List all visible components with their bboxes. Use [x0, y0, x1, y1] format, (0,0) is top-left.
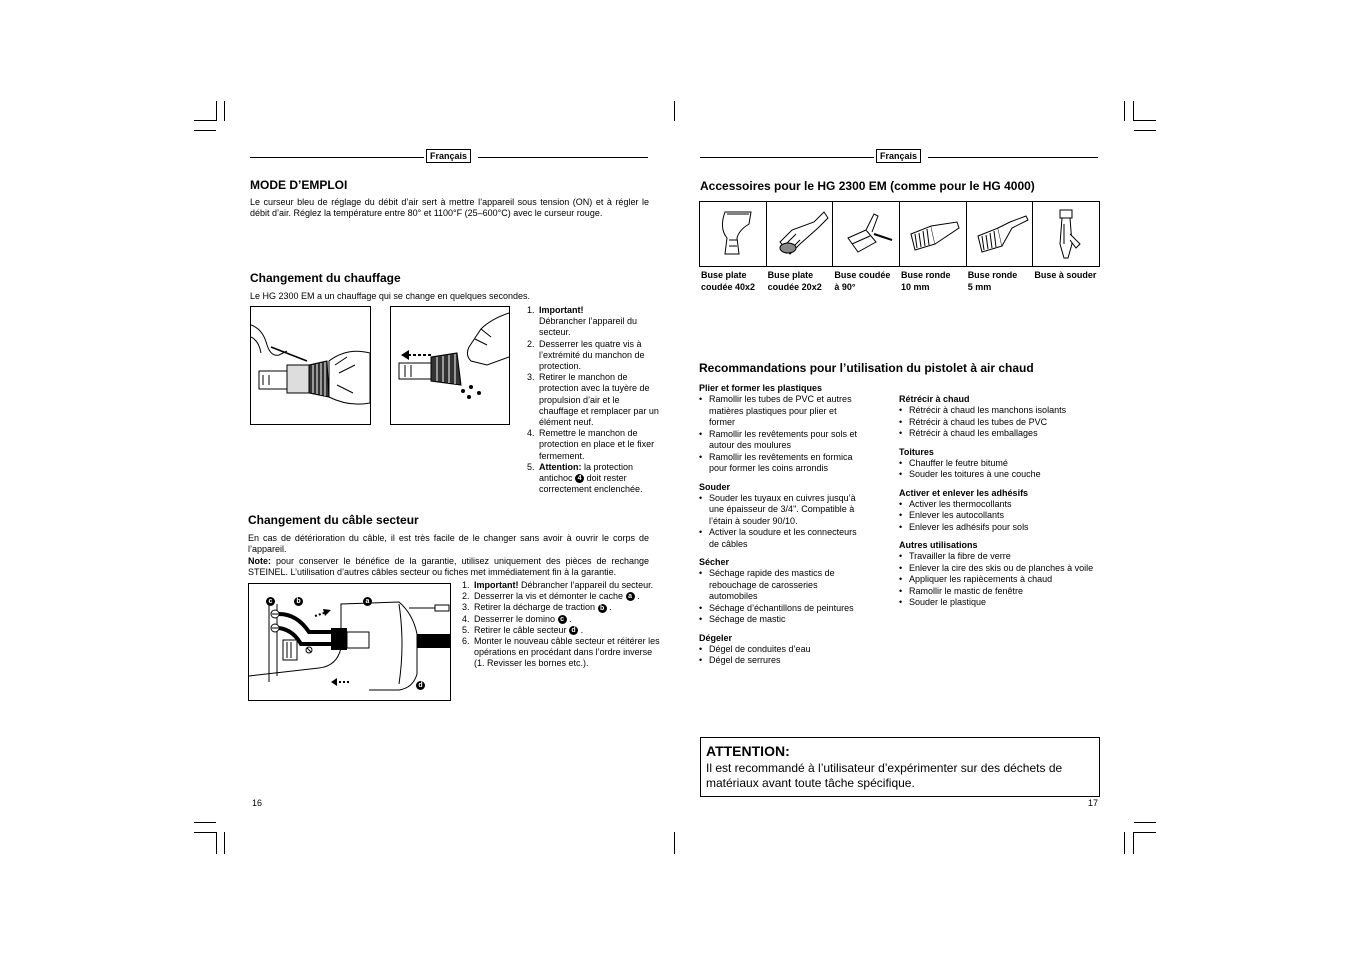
flat-nozzle-angled-icon [699, 201, 767, 267]
heating-step [537, 462, 659, 496]
step-emphasis: Important! [474, 580, 519, 590]
accessory-label: Buse à souder [1034, 270, 1097, 280]
language-tag: Français [426, 149, 471, 163]
step-text: Remettre le manchon de protection en place et le fixer fermement. [539, 428, 655, 461]
list-item: • Ramollir les tubes de PVC et autres matières plastiques pour plier et former [699, 394, 864, 429]
step-text: Desserrer le domino [474, 613, 556, 624]
round-nozzle-10-icon [899, 201, 967, 267]
part-ref: b [598, 604, 607, 613]
list-item: • Ramollir les revêtements pour sols et autour des moulures [699, 429, 864, 452]
part-ref: a [626, 592, 635, 601]
angled-nozzle-icon [832, 201, 900, 267]
cable-body [248, 533, 649, 579]
list-item: • Séchage rapide des mastics de rebouchage de carosseries automobiles [699, 568, 864, 603]
step-text: Débrancher l’appareil du secteur. [539, 316, 638, 338]
heating-step [537, 305, 659, 339]
cable-body-text: En cas de détérioration du câble, il est très facile de le changer sans avoir à ouvrir le corps de l’appareil. [248, 533, 649, 555]
language-tag-right: Français [876, 149, 921, 163]
list-item: • Travailler la fibre de verre [899, 551, 1098, 563]
step-text: Retirer la décharge de traction [474, 602, 596, 613]
attention-title: ATTENTION: [706, 743, 790, 759]
list-item: • Ramollir le mastic de fenêtre [899, 586, 1098, 598]
list-item: • Séchage de mastic [699, 614, 864, 626]
accessory-label: Buse plate coudée 40x2 [701, 270, 756, 292]
cable-figure [248, 583, 451, 701]
step-text: Retirer le manchon de protection avec la tuyère de propulsion d’air et le chauffage et remplacer par un élément neuf. [539, 372, 659, 428]
welding-nozzle-icon [1032, 201, 1100, 267]
step-emphasis: Important! [539, 305, 584, 315]
mode-title: MODE D’EMPLOI [250, 178, 348, 192]
category-list [699, 394, 864, 475]
category-list [899, 458, 1098, 481]
note-text: pour conserver le bénéfice de la garantie, utilisez uniquement des pièces de rechange STEINEL. L’utilisation d’autres câbles secteur ou fiches met immédiatement fin à la garantie. [248, 555, 649, 578]
heating-figure-2 [390, 306, 510, 425]
category-title: Activer et enlever les adhésifs [899, 487, 1029, 498]
list-item: • Souder les toitures à une couche [899, 469, 1098, 481]
part-ref: d [569, 626, 578, 635]
heating-step [537, 372, 659, 428]
list-item: • Enlever les adhésifs pour sols [899, 522, 1098, 534]
step-text: Desserrer la vis et démonter le cache [474, 591, 624, 602]
recommendations-col-2 [899, 394, 1098, 609]
attention-text: Il est recommandé à l’utilisateur d’expérimenter sur des déchets de matériaux avant toute tâche spécifique. [706, 761, 1063, 790]
list-item: • Souder les tuyaux en cuivres jusqu’à une épaisseur de 3/4". Compatible à l’étain à souder 90/10. [699, 493, 864, 528]
category-title: Souder [699, 481, 731, 492]
page-number-right: 17 [1088, 798, 1099, 808]
label-d: d [416, 681, 425, 690]
category-title: Toitures [899, 446, 934, 457]
note-label: Note: [248, 555, 271, 566]
list-item: • Enlever la cire des skis ou de planches à voile [899, 563, 1098, 575]
mode-body: Le curseur bleu de réglage du débit d’air sert à mettre l’appareil sous tension (ON) et à régler le débit d’air. Réglez la température entre 80° et 1100°F (25–600°C) avec le curseur rouge. [250, 197, 649, 219]
accessory-label: Buse ronde 10 mm [901, 270, 951, 292]
step-text: doit rester correctement enclenchée. [539, 473, 643, 495]
attention-box [700, 737, 1100, 797]
category-list [699, 568, 864, 626]
part-ref: c [558, 615, 567, 624]
list-item: • Souder le plastique [899, 597, 1098, 609]
accessory-label: Buse coudée à 90° [834, 270, 891, 292]
category-list [899, 499, 1098, 534]
heating-title: Changement du chauffage [250, 271, 401, 285]
category-title: Rétrécir à chaud [899, 394, 970, 404]
category-title: Plier et former les plastiques [699, 383, 823, 393]
list-item: • Rétrécir à chaud les emballages [899, 428, 1098, 440]
cable-step: 3. Retirer la décharge de traction b . [472, 602, 662, 613]
accessories-images [700, 201, 1100, 267]
cable-steps [460, 580, 662, 670]
category-title: Dégeler [699, 632, 733, 643]
list-item: • Chauffer le feutre bitumé [899, 458, 1098, 470]
step-text: la protection antichoc [539, 461, 634, 484]
cable-title: Changement du câble secteur [248, 513, 419, 527]
list-item: • Activer la soudure et les connecteurs de câbles [699, 527, 864, 550]
heating-steps [525, 305, 659, 495]
step-text: Retirer le câble secteur [474, 624, 567, 635]
cable-step: 5. Retirer le câble secteur d . [472, 625, 662, 636]
list-item: • Rétrécir à chaud les manchons isolants [899, 405, 1098, 417]
step-text: Desserrer les quatre vis à l’extrémité du manchon de protection. [539, 338, 645, 372]
list-item: • Enlever les autocollants [899, 510, 1098, 522]
recommendations-col-1 [699, 383, 864, 667]
round-nozzle-5-icon [966, 201, 1034, 267]
list-item: • Séchage d’échantillons de peintures [699, 603, 864, 615]
list-item: • Appliquer les rapiècements à chaud [899, 574, 1098, 586]
accessories-title: Accessoires pour le HG 2300 EM (comme pour le HG 4000) [700, 179, 1035, 193]
list-item: • Ramollir les revêtements en formica pour former les coins arrondis [699, 452, 864, 475]
flat-nozzle-small-icon [766, 201, 834, 267]
accessory-label: Buse ronde 5 mm [967, 270, 1018, 292]
category-list [699, 493, 864, 551]
protection-ref: 4 [575, 474, 584, 483]
accessories-labels [700, 269, 1100, 293]
cable-step: 4. Desserrer le domino c . [472, 614, 662, 625]
heating-step [537, 428, 659, 462]
label-a: a [363, 597, 372, 606]
list-item: • Rétrécir à chaud les tubes de PVC [899, 417, 1098, 429]
step-text: Monter le nouveau câble secteur et réitérer les opérations en procédant dans l’ordre inverse (1. Revisser les bornes etc.). [474, 636, 660, 669]
cable-step [472, 636, 662, 670]
category-list [899, 405, 1098, 440]
heating-intro: Le HG 2300 EM a un chauffage qui se change en quelques secondes. [250, 291, 531, 301]
list-item: • Activer les thermocollants [899, 499, 1098, 511]
category-list [899, 551, 1098, 609]
category-title: Sécher [699, 557, 730, 567]
step-text: Débrancher l’appareil du secteur. [521, 580, 654, 590]
label-b: b [294, 597, 303, 606]
label-c: c [266, 597, 275, 606]
heating-step [537, 339, 659, 373]
cable-step [472, 580, 662, 591]
accessory-label: Buse plate coudée 20x2 [767, 270, 822, 292]
cable-step: 2. Desserrer la vis et démonter le cache a . [472, 591, 662, 602]
category-list [699, 644, 864, 667]
step-emphasis: Attention: [539, 461, 582, 472]
category-title: Autres utilisations [899, 540, 978, 550]
list-item: • Dégel de serrures [699, 655, 864, 667]
heating-figure-1 [250, 306, 371, 425]
list-item: • Dégel de conduites d’eau [699, 644, 864, 656]
recommendations-title: Recommandations pour l’utilisation du pistolet à air chaud [699, 361, 1034, 375]
page-number-left: 16 [252, 798, 263, 808]
